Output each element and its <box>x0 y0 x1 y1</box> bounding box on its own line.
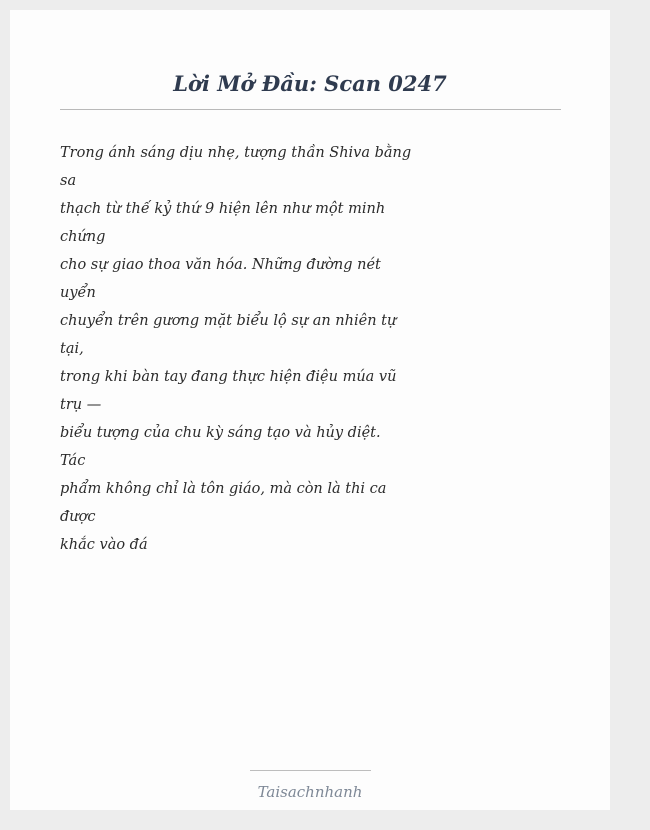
footer-divider <box>250 770 371 771</box>
body-text <box>60 139 412 559</box>
document-page <box>10 10 610 810</box>
body-line: thạch từ thế kỷ thứ 9 hiện lên như một minh <box>60 201 386 217</box>
body-line: uyển <box>60 285 96 301</box>
body-line: Tác <box>60 453 86 469</box>
footer-text: Taisachnhanh <box>257 783 363 801</box>
body-line: chứng <box>60 229 106 245</box>
body-line: được <box>60 509 96 525</box>
body-line: Trong ánh sáng dịu nhẹ, tượng thần Shiva bằng <box>60 145 412 161</box>
body-line: phẩm không chỉ là tôn giáo, mà còn là thi ca <box>60 481 387 497</box>
body-line: tại, <box>60 341 84 357</box>
body-line: chuyển trên gương mặt biểu lộ sự an nhiên tự <box>60 313 397 329</box>
body-line: trụ — <box>60 397 102 413</box>
body-line: cho sự giao thoa văn hóa. Những đường nét <box>60 257 381 273</box>
page-title: Lời Mở Đầu: Scan 0247 <box>173 71 447 96</box>
body-line: trong khi bàn tay đang thực hiện điệu múa vũ <box>60 369 397 385</box>
title-divider <box>60 109 561 110</box>
body-line: biểu tượng của chu kỳ sáng tạo và hủy diệt. <box>60 425 381 441</box>
body-line: khắc vào đá <box>60 537 148 553</box>
body-line: sa <box>60 173 77 189</box>
